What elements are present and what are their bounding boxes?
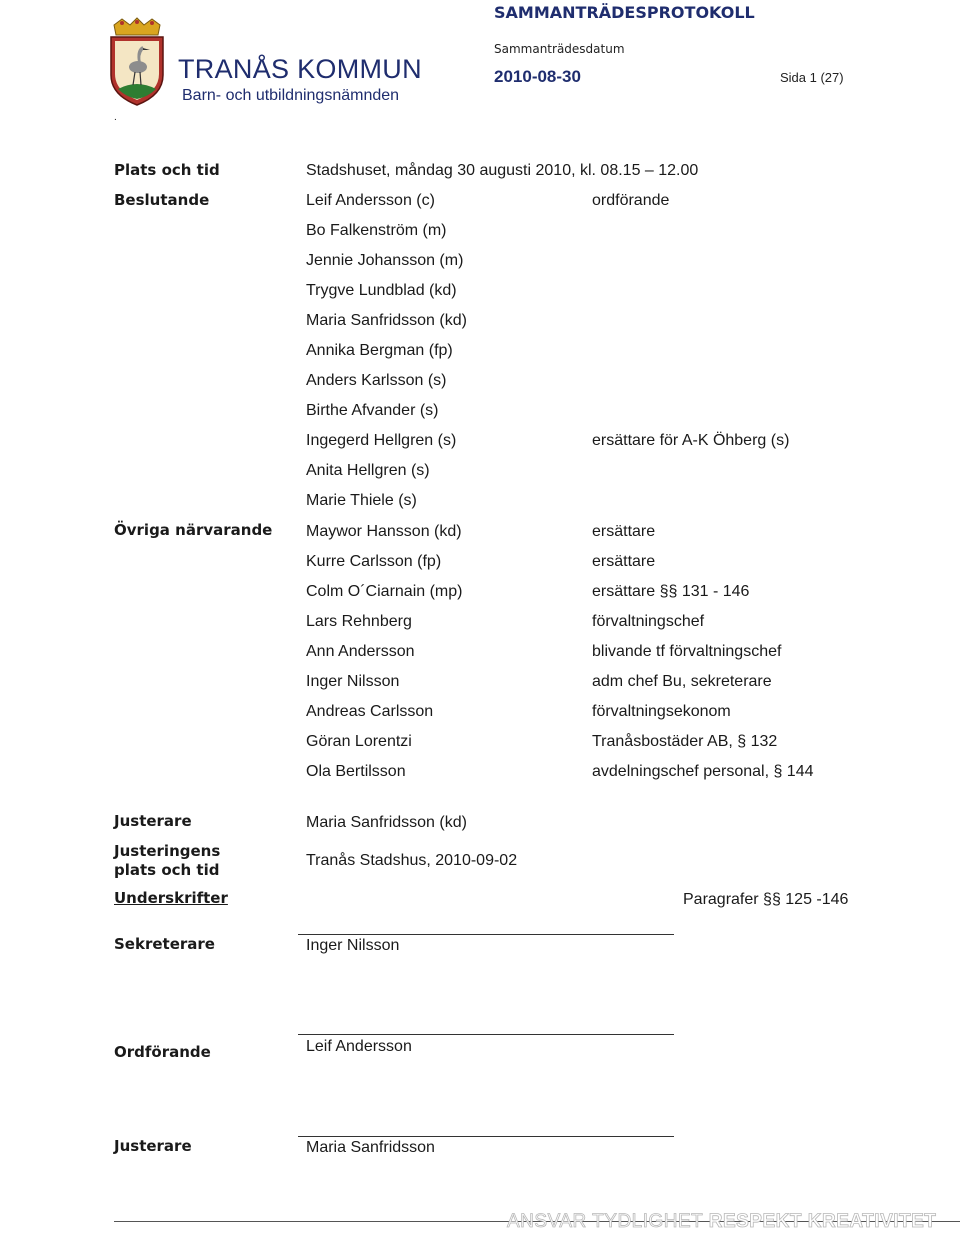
beslutande-member-name: Annika Bergman (fp): [306, 342, 453, 359]
meeting-date-label: Sammanträdesdatum: [494, 42, 625, 56]
meeting-place-label: Plats och tid: [114, 161, 220, 179]
underskrifter-label: Underskrifter: [114, 889, 228, 907]
signature-line-ordforande: [298, 1034, 674, 1035]
page-number: Sida 1 (27): [780, 70, 844, 85]
beslutande-member-name: Anders Karlsson (s): [306, 372, 447, 389]
footer-motto-light: ANSVAR TYDLIGHET: [507, 1211, 709, 1232]
justering-place-label-line1: Justeringens: [114, 842, 221, 860]
beslutande-member-role: ordförande: [592, 192, 670, 209]
signer-role-justerare: Justerare: [114, 1137, 192, 1155]
beslutande-member-name: Leif Andersson (c): [306, 192, 435, 209]
signature-line-justerare: [298, 1136, 674, 1137]
ovriga-member-name: Kurre Carlsson (fp): [306, 553, 442, 570]
beslutande-member-name: Anita Hellgren (s): [306, 462, 430, 479]
beslutande-member-name: Jennie Johansson (m): [306, 252, 464, 269]
org-subtitle: Barn- och utbildningsnämnden: [182, 87, 400, 104]
ovriga-member-role: adm chef Bu, sekreterare: [592, 673, 772, 690]
justering-place-label-line2: plats och tid: [114, 861, 220, 879]
coat-of-arms-logo: [108, 17, 166, 107]
ovriga-member-name: Andreas Carlsson: [306, 703, 434, 720]
ovriga-member-name: Colm O´Ciarnain (mp): [306, 583, 463, 600]
footer-motto-bold: RESPEKT KREATIVITET: [708, 1211, 937, 1232]
signer-name-justerare: Maria Sanfridsson: [306, 1139, 435, 1156]
ovriga-member-name: Maywor Hansson (kd): [306, 523, 462, 540]
ovriga-member-name: Ola Bertilsson: [306, 763, 406, 780]
justering-place-value: Tranås Stadshus, 2010-09-02: [306, 852, 518, 869]
ovriga-member-name: Inger Nilsson: [306, 673, 400, 690]
justerare-label: Justerare: [114, 812, 192, 830]
signer-role-ordforande: Ordförande: [114, 1043, 211, 1061]
beslutande-member-name: Birthe Afvander (s): [306, 402, 439, 419]
beslutande-label: Beslutande: [114, 191, 210, 209]
paragrafer-range: Paragrafer §§ 125 -146: [683, 891, 849, 908]
org-name: TRANÅS KOMMUN: [178, 54, 422, 84]
ovriga-member-role: förvaltningschef: [592, 613, 705, 630]
ovriga-member-name: Lars Rehnberg: [306, 613, 412, 630]
signature-line-sekreterare: [298, 934, 674, 935]
ovriga-label: Övriga närvarande: [114, 521, 273, 539]
meeting-date: 2010-08-30: [494, 67, 581, 86]
ovriga-member-role: ersättare: [592, 553, 656, 570]
beslutande-member-name: Maria Sanfridsson (kd): [306, 312, 467, 329]
ovriga-member-name: Ann Andersson: [306, 643, 415, 660]
document-type: SAMMANTRÄDESPROTOKOLL: [494, 3, 755, 22]
beslutande-member-role: ersättare för A-K Öhberg (s): [592, 432, 790, 449]
ovriga-member-role: förvaltningsekonom: [592, 703, 731, 720]
ovriga-member-role: ersättare: [592, 523, 656, 540]
ovriga-member-role: ersättare §§ 131 - 146: [592, 583, 750, 600]
justerare-value: Maria Sanfridsson (kd): [306, 814, 467, 831]
ovriga-member-role: blivande tf förvaltningschef: [592, 643, 782, 660]
footer-motto: [507, 1211, 936, 1233]
ovriga-member-role: Tranåsbostäder AB, § 132: [592, 733, 778, 750]
signer-role-sekreterare: Sekreterare: [114, 935, 215, 953]
signer-name-sekreterare: Inger Nilsson: [306, 937, 400, 954]
beslutande-member-name: Bo Falkenström (m): [306, 222, 447, 239]
ovriga-member-role: avdelningschef personal, § 144: [592, 763, 814, 780]
beslutande-member-name: Ingegerd Hellgren (s): [306, 432, 457, 449]
meeting-place-value: Stadshuset, måndag 30 augusti 2010, kl. 08.15 – 12.00: [306, 162, 699, 179]
beslutande-member-name: Trygve Lundblad (kd): [306, 282, 457, 299]
stray-dot: .: [114, 112, 117, 123]
beslutande-member-name: Marie Thiele (s): [306, 492, 417, 509]
ovriga-member-name: Göran Lorentzi: [306, 733, 412, 750]
signer-name-ordforande: Leif Andersson: [306, 1038, 412, 1055]
